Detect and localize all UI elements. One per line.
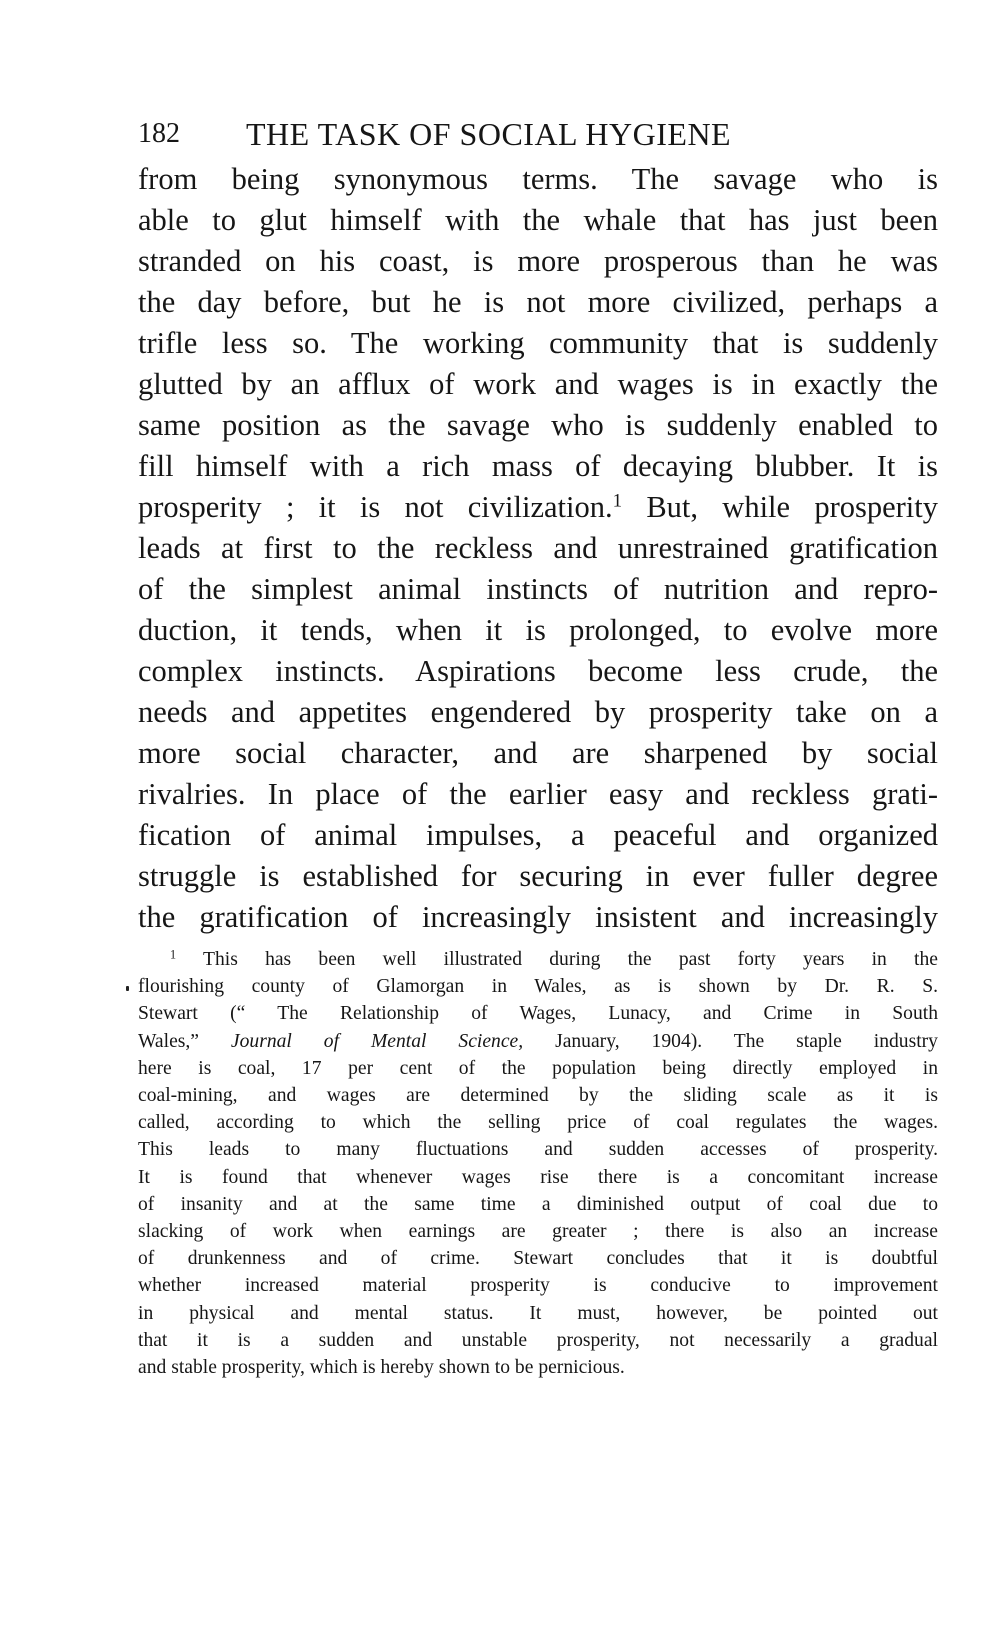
body-line <box>138 486 938 530</box>
body-line: of the simplest animal instincts of nutrition and repro- <box>138 572 938 606</box>
page-number: 182 <box>138 118 180 149</box>
body-line: the gratification of increasingly insistent and increasingly <box>138 900 938 934</box>
body-line: fication of animal impulses, a peaceful and organized <box>138 818 938 852</box>
body-line: stranded on his coast, is more prosperous than he was <box>138 244 938 278</box>
body-text-run: prosperity ; it is not civilization. <box>138 490 613 524</box>
running-title: THE TASK OF SOCIAL HYGIENE <box>246 116 732 152</box>
body-line: from being synonymous terms. The savage who is <box>138 162 938 196</box>
footnote-text-run: Wales,” <box>138 1030 199 1052</box>
footnote-line: coal-mining, and wages are determined by the sliding scale as it is <box>138 1085 938 1106</box>
footnote-line: This leads to many fluctuations and sudden accesses of prosperity. <box>138 1139 938 1161</box>
body-line: complex instincts. Aspirations become less crude, the <box>138 654 938 688</box>
body-line: leads at first to the reckless and unrestrained gratification <box>138 531 938 565</box>
footnote-reference: 1 <box>612 490 623 512</box>
footnote-line <box>170 946 938 973</box>
footnote-marker: 1 <box>170 947 177 962</box>
body-line: needs and appetites engendered by prosperity take on a <box>138 695 938 729</box>
body-line: more social character, and are sharpened by social <box>138 736 938 770</box>
body-line: duction, it tends, when it is prolonged, to evolve more <box>138 613 938 647</box>
footnote-line: called, according to which the selling price of coal regulates the wages. <box>138 1112 938 1134</box>
body-line: glutted by an afflux of work and wages is in exactly the <box>138 367 938 401</box>
footnote-line: It is found that whenever wages rise there is a concomitant increase <box>138 1166 938 1188</box>
footnote-line: of insanity and at the same time a diminished output of coal due to <box>138 1193 938 1215</box>
journal-title: Journal of Mental Science, <box>230 1030 524 1052</box>
page-header <box>138 110 938 158</box>
footnote-line: of drunkenness and of crime. Stewart concludes that it is doubtful <box>138 1248 938 1270</box>
footnote-line: whether increased material prosperity is conducive to improvement <box>138 1275 938 1297</box>
footnote-line: flourishing county of Glamorgan in Wales, as is shown by Dr. R. S. <box>138 976 938 998</box>
footnote-line: and stable prosperity, which is hereby shown to be pernicious. <box>138 1357 625 1378</box>
footnote-line: slacking of work when earnings are greater ; there is also an increase <box>138 1221 938 1242</box>
body-line: trifle less so. The working community that is suddenly <box>138 326 938 360</box>
body-line: same position as the savage who is suddenly enabled to <box>138 408 938 442</box>
footnote-line <box>138 1028 938 1055</box>
body-text-run: But, while prosperity <box>622 490 938 524</box>
footnote-line: in physical and mental status. It must, however, be pointed out <box>138 1302 938 1324</box>
footnote-line: here is coal, 17 per cent of the population being directly employed in <box>138 1057 938 1079</box>
footnote-line: that it is a sudden and unstable prosperity, not necessarily a gradual <box>138 1329 938 1351</box>
body-line: the day before, but he is not more civilized, perhaps a <box>138 285 938 319</box>
body-line: fill himself with a rich mass of decaying blubber. It is <box>138 449 938 483</box>
footnote-text-run: January, 1904). The staple industry <box>555 1030 938 1052</box>
body-line: struggle is established for securing in ever fuller degree <box>138 859 938 893</box>
ink-speck <box>126 986 129 991</box>
body-line: able to glut himself with the whale that has just been <box>138 203 938 237</box>
body-line: rivalries. In place of the earlier easy and reckless grati- <box>138 777 938 811</box>
footnote-line: Stewart (“ The Relationship of Wages, Lunacy, and Crime in South <box>138 1003 938 1025</box>
footnote-text-run: This has been well illustrated during the past forty years in the <box>202 949 938 970</box>
